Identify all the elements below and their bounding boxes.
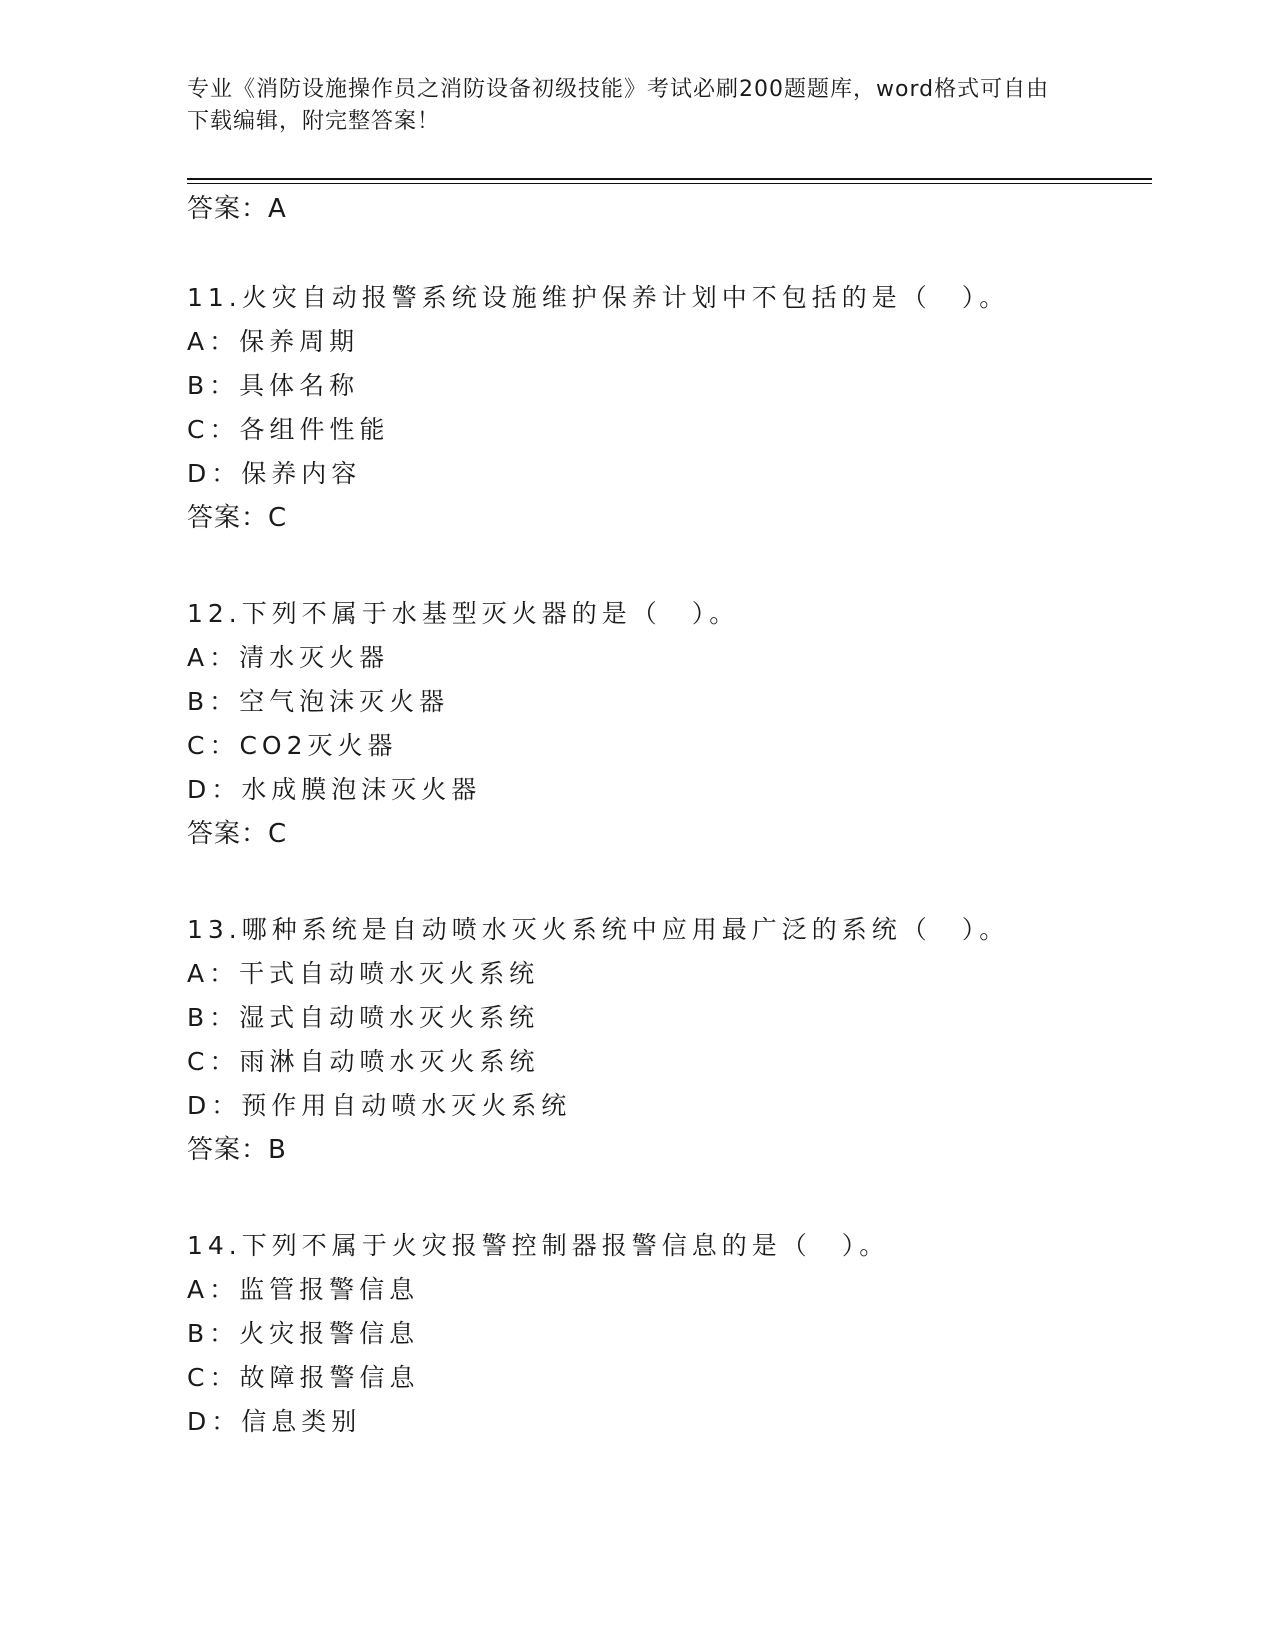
option-a: A：清水灭火器	[187, 643, 390, 672]
option-d: D：保养内容	[187, 459, 362, 488]
option-c: C：雨淋自动喷水灭火系统	[187, 1047, 540, 1076]
option-c: C：CO2灭火器	[187, 731, 398, 760]
question-stem: 13.哪种系统是自动喷水灭火系统中应用最广泛的系统（ ）。	[187, 915, 1010, 944]
document-header: 专业《消防设施操作员之消防设备初级技能》考试必刷200题题库，word格式可自由下载编辑，附完整答案！	[187, 77, 1050, 134]
option-d: D：水成膜泡沫灭火器	[187, 775, 482, 804]
option-a: A：保养周期	[187, 327, 360, 356]
answer-label: 答案：C	[187, 819, 288, 849]
option-c: C：故障报警信息	[187, 1363, 420, 1392]
answer-label: 答案：C	[187, 503, 288, 533]
option-b: B：湿式自动喷水灭火系统	[187, 1003, 540, 1032]
header-divider-thin	[187, 183, 1152, 184]
option-d: D：信息类别	[187, 1407, 362, 1436]
option-c: C：各组件性能	[187, 415, 390, 444]
option-a: A：干式自动喷水灭火系统	[187, 959, 540, 988]
option-b: B：火灾报警信息	[187, 1319, 420, 1348]
answer-label: 答案：A	[187, 194, 287, 224]
question-stem: 12.下列不属于水基型灭火器的是（ ）。	[187, 599, 740, 628]
question-stem: 14.下列不属于火灾报警控制器报警信息的是（ ）。	[187, 1231, 890, 1260]
option-d: D：预作用自动喷水灭火系统	[187, 1091, 572, 1120]
header-divider-thick	[187, 178, 1152, 180]
question-stem: 11.火灾自动报警系统设施维护保养计划中不包括的是（ ）。	[187, 283, 1010, 312]
answer-label: 答案：B	[187, 1135, 287, 1165]
option-b: B：具体名称	[187, 371, 360, 400]
option-b: B：空气泡沫灭火器	[187, 687, 450, 716]
option-a: A：监管报警信息	[187, 1275, 420, 1304]
